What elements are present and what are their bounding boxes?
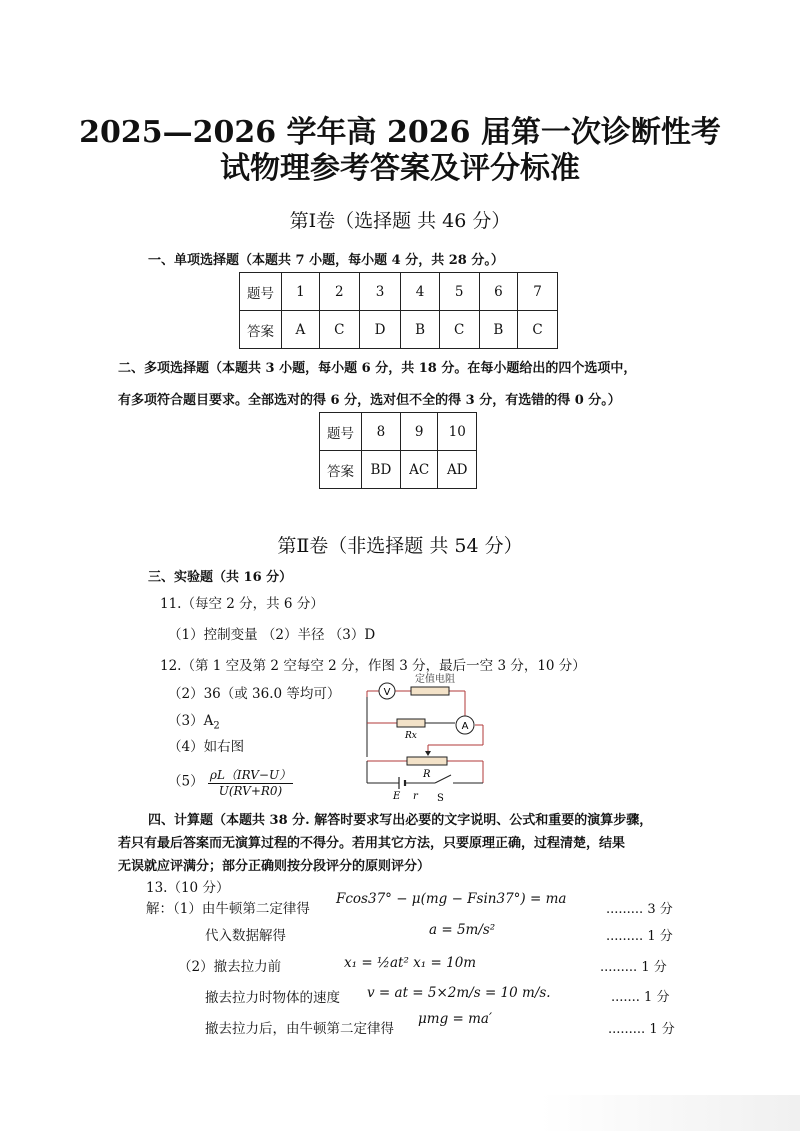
q12-answer-3-subscript: 2 <box>213 720 220 732</box>
row-label-answer: 答案 <box>320 451 362 489</box>
table-row <box>320 451 477 489</box>
resistivity-formula <box>208 766 293 798</box>
q11-answer: （1）控制变量 （2）半径 （3）D <box>168 627 376 643</box>
table-cell: C <box>518 311 558 349</box>
experiment-heading: 三、实验题（共 16 分） <box>148 570 293 585</box>
q13-step5-formula: μmg = ma′ <box>418 1011 493 1027</box>
q13-step5-text: 撤去拉力后，由牛顿第二定律得 <box>205 1021 394 1037</box>
multi-choice-heading-line2: 有多项符合题目要求。全部选对的得 6 分，选对但不全的得 3 分，有选错的得 0 分。） <box>118 393 621 408</box>
q13-step3-text: （2）撤去拉力前 <box>178 959 282 975</box>
q12-answer-3 <box>168 709 220 732</box>
calculation-heading-line2: 若只有最后答案而无演算过程的不得分。若用其它方法，只要原理正确，过程清楚，结果 <box>118 836 626 851</box>
row-label-answer: 答案 <box>240 311 282 349</box>
q12-answer-5-label: （5） <box>168 773 204 790</box>
table-cell: 5 <box>439 273 479 311</box>
table-cell: BD <box>362 451 401 489</box>
table-row <box>240 273 558 311</box>
table-cell: 3 <box>359 273 401 311</box>
q13-step1-score: ......... 3 分 <box>606 902 673 917</box>
table-cell: C <box>439 311 479 349</box>
q12-answer-2: （2）36（或 36.0 等均可） <box>168 686 341 702</box>
table-cell: A <box>282 311 320 349</box>
q12-answer-5 <box>168 766 293 798</box>
q13-step2-formula: a = 5m/s² <box>429 922 496 938</box>
q13-step5-score: ......... 1 分 <box>608 1022 675 1037</box>
q11-heading: 11.（每空 2 分，共 6 分） <box>160 596 324 612</box>
formula-denominator: U(RV+R0) <box>218 784 283 798</box>
row-label-number: 题号 <box>240 273 282 311</box>
volume2-title: 第Ⅱ卷（非选择题 共 54 分） <box>277 535 523 557</box>
table-cell: 7 <box>518 273 558 311</box>
q13-step2-text: 代入数据解得 <box>205 928 286 944</box>
emf-label: E <box>393 791 401 802</box>
circuit-diagram <box>355 673 495 805</box>
calculation-heading-line3: 无误就应评满分；部分正确则按分段评分的原则评分） <box>118 859 431 874</box>
fixed-resistor-label: 定值电阻 <box>415 674 455 685</box>
rx-resistor-icon <box>397 719 425 727</box>
table-cell: 4 <box>401 273 439 311</box>
multi-choice-heading-line1: 二、多项选择题（本题共 3 小题，每小题 6 分，共 18 分。在每小题给出的四个选项中， <box>118 361 637 376</box>
fixed-resistor-icon <box>411 687 449 695</box>
q12-answer-4: （4）如右图 <box>168 739 245 755</box>
calculation-heading-line1: 四、计算题（本题共 38 分. 解答时要求写出必要的文字说明、公式和重要的演算步骤， <box>148 813 653 828</box>
table-cell: B <box>401 311 439 349</box>
table-cell: AD <box>438 451 477 489</box>
table-cell: 8 <box>362 413 401 451</box>
internal-resistance-label: r <box>413 791 418 802</box>
table-row <box>320 413 477 451</box>
table-cell: 1 <box>282 273 320 311</box>
document-title-line1: 2025—2026 学年高 2026 届第一次诊断性考 <box>79 115 721 150</box>
single-choice-heading: 一、单项选择题（本题共 7 小题，每小题 4 分，共 28 分。） <box>148 253 504 268</box>
q13-step1-text: 解：（1）由牛顿第二定律得 <box>146 901 310 917</box>
document-title-line2: 试物理参考答案及评分标准 <box>220 151 580 186</box>
rheostat-icon <box>407 757 447 765</box>
volume1-title: 第Ⅰ卷（选择题 共 46 分） <box>289 210 511 232</box>
q13-step4-score: ....... 1 分 <box>611 990 670 1005</box>
table-cell: D <box>359 311 401 349</box>
multi-choice-table <box>319 412 477 489</box>
table-cell: 2 <box>319 273 359 311</box>
q13-heading: 13.（10 分） <box>146 880 230 896</box>
rx-label: Rx <box>405 731 417 741</box>
table-cell: 10 <box>438 413 477 451</box>
voltmeter-label: V <box>383 687 391 698</box>
formula-numerator: ρL（IRV−U） <box>209 768 292 782</box>
table-cell: AC <box>400 451 438 489</box>
q12-heading: 12.（第 1 空及第 2 空每空 2 分，作图 3 分，最后一空 3 分，10 分） <box>160 658 586 674</box>
slider-arrow-icon <box>425 751 431 756</box>
q12-answer-3-text: （3）A <box>168 713 214 729</box>
q13-step1-formula: Fcos37° − μ(mg − Fsin37°) = ma <box>336 891 567 907</box>
table-cell: B <box>479 311 517 349</box>
table-cell: 9 <box>400 413 438 451</box>
q13-step4-text: 撤去拉力时物体的速度 <box>205 990 340 1006</box>
table-cell: C <box>319 311 359 349</box>
switch-label: S <box>437 793 444 804</box>
table-cell: 6 <box>479 273 517 311</box>
q13-step3-formula: x₁ = ½at² x₁ = 10m <box>344 955 477 971</box>
rheostat-label: R <box>423 769 431 780</box>
q13-step4-formula: v = at = 5×2m/s = 10 m/s. <box>367 985 551 1001</box>
single-choice-table <box>239 272 558 349</box>
row-label-number: 题号 <box>320 413 362 451</box>
table-row <box>240 311 558 349</box>
page-edge-shadow <box>540 1095 800 1131</box>
ammeter-label: A <box>461 721 469 732</box>
q13-step3-score: ......... 1 分 <box>600 960 667 975</box>
q13-step2-score: ......... 1 分 <box>606 929 673 944</box>
